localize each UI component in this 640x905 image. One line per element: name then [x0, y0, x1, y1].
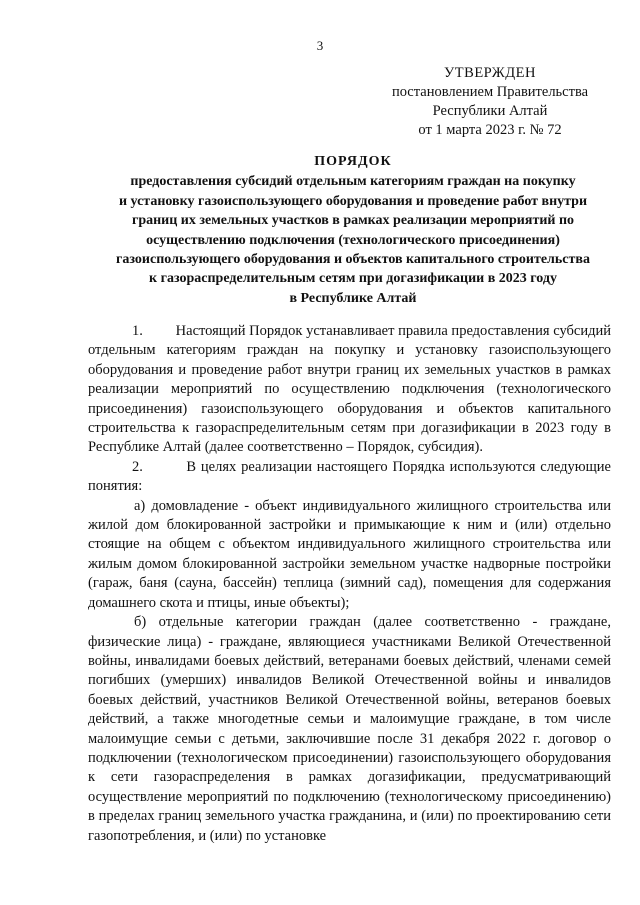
paragraph-2: 2. В целях реализации настоящего Порядка используются следующие понятия:	[88, 458, 611, 495]
paragraph-2a: а) домовладение - объект индивидуального жилищного строительства или жилой дом блокированной застройки и примыкающие к ним и (или) отдельно стоящие на общем с объектом индивидуального жилищного строительства или жилым домом блокированной застройки земельном участке надворные постройки (гараж, баня (сауна, бассейн) теплица (зимний сад), помещения для содержания домашнего скота и птицы, иные объекты);	[88, 497, 611, 611]
page-number: 3	[316, 38, 324, 53]
title-line: предоставления субсидий отдельным категориям граждан на покупку	[130, 174, 576, 190]
title-line: газоиспользующего оборудования и объектов капитального строительства	[116, 252, 590, 268]
approval-line-3: от 1 марта 2023 г. № 72	[418, 122, 562, 138]
document-title	[88, 152, 618, 308]
approval-heading: УТВЕРЖДЕН	[444, 65, 536, 81]
paragraph-1: 1. Настоящий Порядок устанавливает правила предоставления субсидий отдельным категориям граждан на покупку и установку газоиспользующего оборудования и проведение работ внутри границ их земельных участков в рамках реализации мероприятий по осуществлению подключения (технологического присоединения) газоиспользующего оборудования и объектов капитального строительства к газораспределительным сетям при догазификации в 2023 году в Республике Алтай (далее соответственно – Порядок, субсидия).	[88, 323, 611, 456]
approval-line-1: постановлением Правительства	[391, 84, 589, 100]
title-line: в Республике Алтай	[289, 290, 417, 306]
title-line: к газораспределительным сетям при догазификации в 2023 году	[149, 271, 557, 287]
title-main: ПОРЯДОК	[314, 154, 392, 169]
title-line: и установку газоиспользующего оборудования и проведение работ внутри	[118, 193, 588, 209]
approval-line-2: Республики Алтай	[432, 103, 548, 119]
document-body	[88, 322, 611, 846]
paragraph-2b: б) отдельные категории граждан (далее соответственно - граждане, физические лица) - граждане, являющиеся участниками Великой Отечественной войны, инвалидами боевых действий, ветеранами боевых действий, членами семей погибших (умерших) инвалидов Великой Отечественной войны и инвалидов боевых действий, участников Великой Отечественной войны, ветеранов боевых действий, а также многодетные семьи и малоимущие граждане, в том числе малоимущие семьи с детьми, заключившие после 31 декабря 2022 г. договор о подключении (технологическом присоединении) газоиспользующего оборудования к сети газораспределения в рамках догазификации, предусматривающий осуществление мероприятий по подключению (технологическому присоединению) в пределах границ земельного участка гражданина, и (или) по проектированию сети газопотребления, и (или) по установке	[88, 614, 611, 844]
title-line: осуществлению подключения (технологического присоединения)	[146, 232, 560, 248]
title-line: границ их земельных участков в рамках реализации мероприятий по	[131, 213, 575, 229]
approval-block	[380, 64, 600, 140]
